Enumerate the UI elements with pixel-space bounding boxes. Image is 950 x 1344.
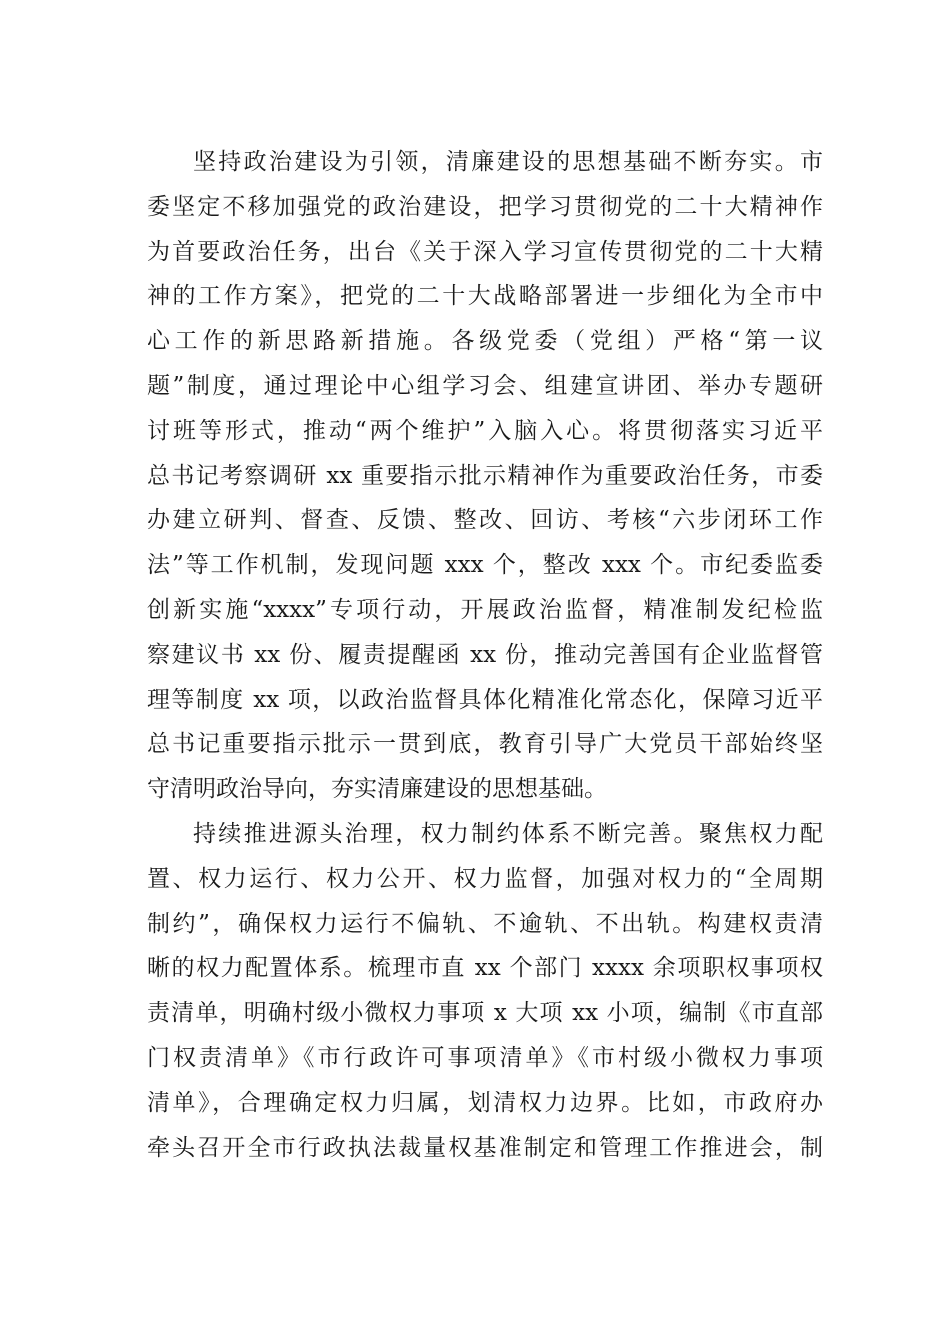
paragraph-line: 委坚定不移加强党的政治建设，把学习贯彻党的二十大精神作 (147, 193, 823, 220)
paragraph-line: 总书记考察调研 xx 重要指示批示精神作为重要政治任务，市委 (147, 462, 823, 489)
paragraph-line: 清单》，合理确定权力归属，划清权力边界。比如，市政府办 (147, 1089, 823, 1116)
paragraph-line: 办建立研判、督查、反馈、整改、回访、考核“六步闭环工作 (147, 507, 823, 534)
paragraph-line: 察建议书 xx 份、履责提醒函 xx 份，推动完善国有企业监督管 (147, 641, 823, 668)
paragraph-line: 责清单，明确村级小微权力事项 x 大项 xx 小项，编制《市直部 (147, 1000, 823, 1027)
paragraph-line: 神的工作方案》，把党的二十大战略部署进一步细化为全市中 (147, 283, 823, 310)
paragraph-line: 理等制度 xx 项，以政治监督具体化精准化常态化，保障习近平 (147, 686, 823, 713)
paragraph-line: 持续推进源头治理，权力制约体系不断完善。聚焦权力配 (193, 820, 823, 847)
paragraph-line: 制约”，确保权力运行不偏轨、不逾轨、不出轨。构建权责清 (147, 910, 823, 937)
document-body (147, 140, 823, 1170)
paragraph-line: 坚持政治建设为引领，清廉建设的思想基础不断夯实。市 (193, 149, 823, 175)
paragraph-line: 为首要政治任务，出台《关于深入学习宣传贯彻党的二十大精 (147, 238, 823, 265)
paragraph-line: 守清明政治导向，夯实清廉建设的思想基础。 (147, 776, 607, 803)
paragraph-line: 门权责清单》《市行政许可事项清单》《市村级小微权力事项 (147, 1044, 823, 1071)
paragraph-line: 总书记重要指示批示一贯到底，教育引导广大党员干部始终坚 (147, 731, 823, 758)
paragraph-source-governance (147, 812, 823, 1170)
paragraph-line: 题”制度，通过理论中心组学习会、组建宣讲团、举办专题研 (147, 372, 823, 399)
paragraph-line: 晰的权力配置体系。梳理市直 xx 个部门 xxxx 余项职权事项权 (147, 955, 823, 982)
paragraph-political-building (147, 140, 823, 812)
paragraph-line: 心工作的新思路新措施。各级党委（党组）严格“第一议 (147, 328, 823, 355)
paragraph-line: 置、权力运行、权力公开、权力监督，加强对权力的“全周期 (147, 865, 823, 892)
paragraph-line: 法”等工作机制，发现问题 xxx 个，整改 xxx 个。市纪委监委 (147, 552, 823, 579)
paragraph-line: 创新实施“xxxx”专项行动，开展政治监督，精准制发纪检监 (147, 596, 823, 623)
paragraph-line: 牵头召开全市行政执法裁量权基准制定和管理工作推进会，制 (147, 1134, 823, 1161)
paragraph-line: 讨班等形式，推动“两个维护”入脑入心。将贯彻落实习近平 (147, 417, 823, 444)
